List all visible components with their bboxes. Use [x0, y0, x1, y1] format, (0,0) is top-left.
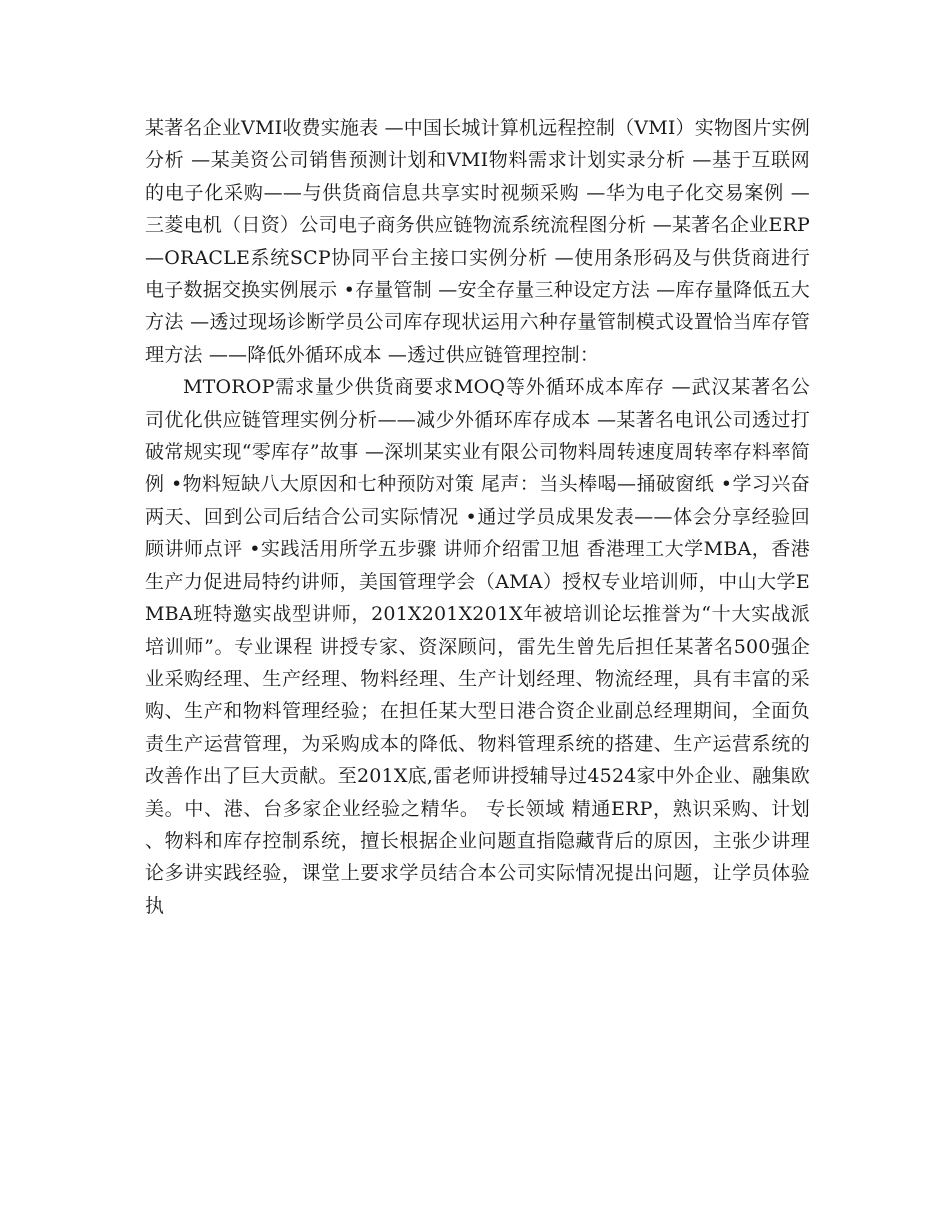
- paragraph-2: MTOROP需求量少供货商要求MOQ等外循环成本库存 —武汉某著名公司优化供应链管理实例分析——减少外循环库存成本 —某著名电讯公司透过打破常规实现“零库存”故事 —深圳某实业有限公司物料周转速度周转率存料率简例 •物料短缺八大原因和七种预防对策 尾声：当头棒喝—捅破窗纸 •学习兴奋两天、回到公司后结合公司实际情况 •通过学员成果发表——体会分享经验回顾讲师点评 •实践活用所学五步骤 讲师介绍雷卫旭 香港理工大学MBA，香港生产力促进局特约讲师，美国管理学会（AMA）授权专业培训师，中山大学EMBA班特邀实战型讲师，201X201X201X年被培训论坛推誉为“十大实战派培训师”。专业课程 讲授专家、资深顾问，雷先生曾先后担任某著名500强企业采购经理、生产经理、物料经理、生产计划经理、物流经理，具有丰富的采购、生产和物料管理经验；在担任某大型日港合资企业副总经理期间，全面负责生产运营管理，为采购成本的降低、物料管理系统的搭建、生产运营系统的改善作出了巨大贡献。至201X底,雷老师讲授辅导过4524家中外企业、融集欧美。中、港、台多家企业经验之精华。 专长领域 精通ERP，熟识采购、计划、物料和库存控制系统，擅长根据企业问题直指隐藏背后的原因，主张少讲理论多讲实践经验，课堂上要求学员结合本公司实际情况提出问题，让学员体验执: [145, 376, 810, 917]
- paragraph-1: 某著名企业VMI收费实施表 —中国长城计算机远程控制（VMI）实物图片实例分析 —某美资公司销售预测计划和VMI物料需求计划实录分析 —基于互联网的电子化采购——与供货商信息共享实时视频采购 —华为电子化交易案例 —三菱电机（日资）公司电子商务供应链物流系统流程图分析 —某著名企业ERP—ORACLE系统SCP协同平台主接口实例分析 —使用条形码及与供货商进行电子数据交换实例展示 •存量管制 —安全存量三种设定方法 —库存量降低五大方法 —透过现场诊断学员公司库存现状运用六种存量管制模式设置恰当库存管理方法 ——降低外循环成本 —透过供应链管理控制：: [145, 117, 810, 366]
- document-body: [145, 112, 810, 922]
